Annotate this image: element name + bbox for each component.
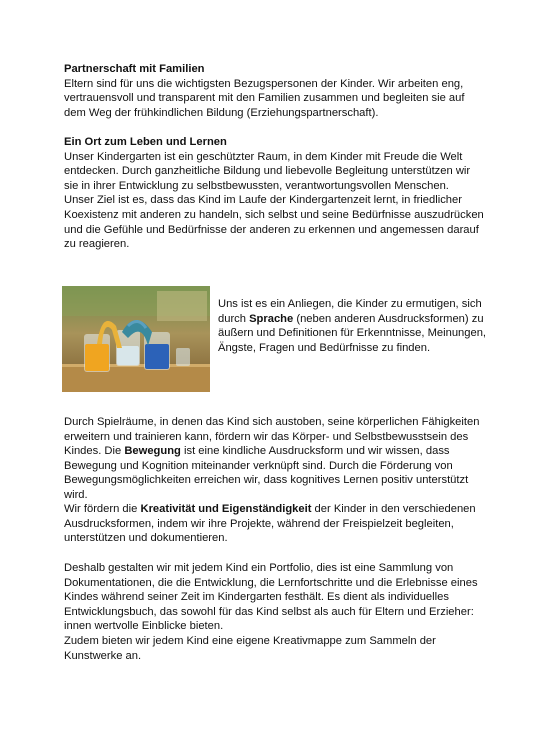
- paragraph-text: (neben anderen Ausdrucksformen) zu äußern und Definitionen für Erkenntnisse, Meinungen, Ängste, Fragen und Bedürfnisse zu finden.: [218, 312, 487, 354]
- section-partnership: [64, 62, 484, 120]
- paragraph: Unser Ziel ist es, dass das Kind im Laufe der Kindergartenzeit lernt, in friedlicher Koexistenz mit anderen zu handeln, sich selbst und seine Bedürfnisse auszudrücken und die Gefühle und Bedürfnisse der anderen zu erkennen und angemessen darauf zu reagieren.: [64, 194, 484, 251]
- paragraph: Eltern sind für uns die wichtigsten Bezugspersonen der Kinder. Wir arbeiten eng, vertrauensvoll und transparent mit den Familien zusammen und begleiten sie auf dem Weg der frühkindlichen Bildung (Erziehungspartnerschaft).: [64, 77, 465, 119]
- paragraph-text: der Kinder in den verschiedenen Ausdrucksformen, indem wir ihre Projekte, während der Freispielzeit begleiten, unterstützen und dokumentieren.: [64, 503, 476, 545]
- paragraph: Deshalb gestalten wir mit jedem Kind ein Portfolio, dies ist eine Sammlung von Dokumentationen, die die Entwicklung, die Lernfortschritte und die Erlebnisse eines Kindes während seiner Zeit im Kindergarten festhält. Es dient als individuelles Entwicklungsbuch, das sowohl für das Kind selbst als auch für Eltern und Erzieher: innen wertvolle Einblicke bieten.: [64, 562, 478, 633]
- paragraph-language: [218, 297, 488, 355]
- section-title: Ein Ort zum Leben und Lernen: [64, 136, 227, 148]
- paragraph: Zudem bieten wir jedem Kind eine eigene Kreativmappe zum Sammeln der Kunstwerke an.: [64, 634, 436, 662]
- highlight-bewegung: Bewegung: [124, 445, 181, 458]
- paragraph-text: Wir fördern die: [64, 503, 141, 515]
- paragraph-text: ist eine kindliche Ausdrucksform und wir wissen, dass Bewegung und Kognition miteinander verknüpft sind. Durch die Förderung von Bewegungsmöglichkeiten erreichen wir, dass kognitives Lernen positiv unterstützt wird.: [64, 445, 469, 501]
- paragraph-text: Durch Spielräume, in denen das Kind sich austoben, seine körperlichen Fähigkeiten erweitern und trainieren kann, fördern wir das Körper- und Selbstbewusstsein des Kindes. Die: [64, 416, 480, 458]
- water-glasses-photo: [62, 286, 210, 392]
- paragraph-text: Uns ist es ein Anliegen, die Kinder zu ermutigen, sich durch: [218, 298, 482, 325]
- paragraph-movement: [64, 415, 484, 503]
- highlight-kreativitaet: Kreativität und Eigenständigkeit: [140, 503, 312, 515]
- section-title: Partnerschaft mit Familien: [64, 63, 205, 75]
- section-place: [64, 135, 484, 252]
- paragraph: Unser Kindergarten ist ein geschützter Raum, in dem Kinder mit Freude die Welt entdecken. Durch ganzheitliche Bildung und liebevolle Begleitung unterstützen wir sie in ihrer Entwicklung zu selbstbewussten, verantwortungsvollen Menschen.: [64, 150, 471, 192]
- classroom-photo: [62, 286, 210, 392]
- section-portfolio: [64, 561, 484, 663]
- highlight-sprache: Sprache: [249, 312, 294, 325]
- paragraph-creativity: [64, 502, 484, 546]
